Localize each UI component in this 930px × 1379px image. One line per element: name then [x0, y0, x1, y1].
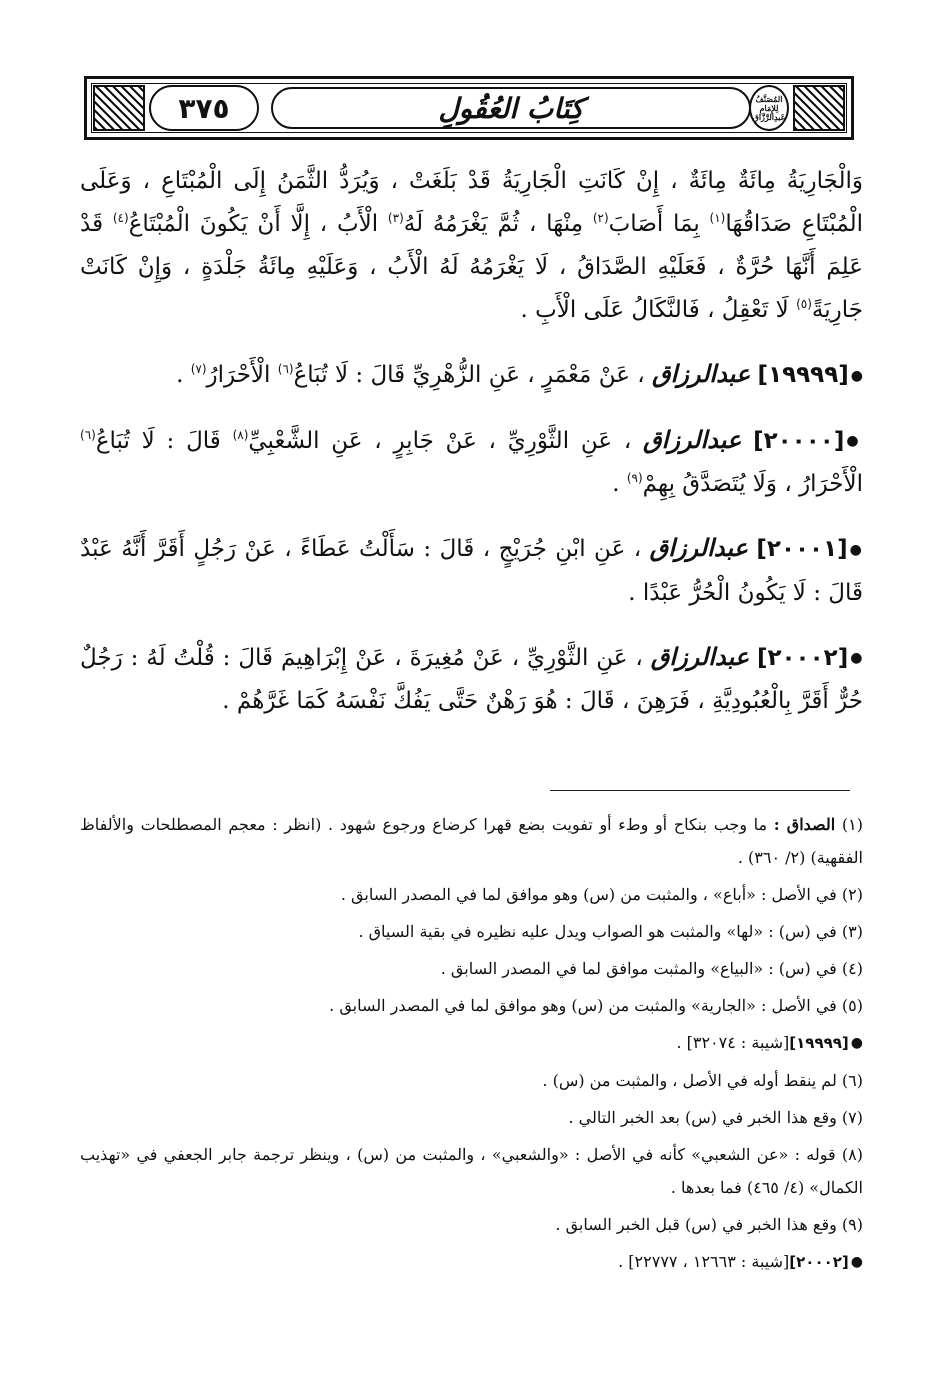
- title-cartouche: [271, 87, 751, 129]
- footnote-7: (٧) وقع هذا الخبر في (س) بعد الخبر التالي .: [568, 1108, 863, 1127]
- hadith-number: [٢٠٠٠١]: [756, 536, 848, 562]
- source-text: [شيبة : ١٢٦٦٣ ، ٢٢٧٧٧] .: [618, 1252, 790, 1271]
- narrator-name: عبدالرزاق: [643, 424, 742, 454]
- text-run: الْأَبُ ، إِلَّا أَنْ يَكُونَ الْمُبْتَاعُ: [128, 211, 388, 237]
- narrator-name: عبدالرزاق: [651, 359, 751, 388]
- text-run: لَا تَعْقِلُ ، فَالنَّكَالُ عَلَى الْأَبِ .: [520, 297, 797, 323]
- footnote-4: (٤) في (س) : «البياع» والمثبت موافق لما في المصدر السابق .: [440, 959, 863, 978]
- text-run: مِنْهَا ، ثُمَّ يَغْرَمُهُ لَهُ: [403, 211, 593, 237]
- hadith-number: [٢٠٠٠٢]: [789, 1253, 849, 1271]
- text-run: وَالْجَارِيَةُ مِائَةٌ مِائَةٌ ، إِنْ كَانَتِ الْجَارِيَةُ قَدْ بَلَغَتْ ، وَيُرَدُّ الثَّمَنُ إِلَى الْمُبْتَاعِ ، وَعَلَى الْمُبْتَاعِ صَدَاقُهَا: [80, 168, 864, 237]
- footnote-5: (٥) في الأصل : «الجارية» والمثبت من (س) وهو موافق لما في المصدر السابق .: [329, 996, 863, 1015]
- footnote-ref: (٥): [796, 297, 812, 311]
- footnote-1: [80, 808, 863, 874]
- hadith-20002: [80, 635, 863, 724]
- footnote-ref: (٧): [190, 362, 207, 376]
- hadith-20001: [80, 526, 863, 615]
- footnote-9: (٩) وقع هذا الخبر في (س) قبل الخبر السابق .: [555, 1215, 863, 1234]
- hadith-20000: [80, 418, 863, 507]
- source-ref-19999: [80, 1026, 863, 1060]
- text-run: قَالَ : لَا تُبَاعُ: [95, 427, 233, 454]
- book-title: كِتَابُ العُقُولِ: [438, 91, 584, 125]
- hadith-number: [١٩٩٩٩]: [789, 1034, 849, 1052]
- source-text: [شيبة : ٣٢٠٧٤] .: [676, 1033, 790, 1052]
- footnote-8: (٨) قوله : «عن الشعبي» كأنه في الأصل : «والشعبي» ، والمثبت من (س) ، وينظر ترجمة جابر الجعفي في «تهذيب الكمال» (٤/ ٤٦٥) فما بعدها .: [80, 1145, 863, 1197]
- footnote-ref: (٢): [592, 211, 609, 225]
- footnote-ref: (١): [709, 211, 726, 225]
- bullet: ●: [850, 1254, 863, 1270]
- text-run: قَدْ عَلِمَ أَنَّهَا حُرَّةٌ ، فَعَلَيْهِ الصَّدَاقُ ، لَا يَغْرَمُهُ لَهُ الْأَبُ ، وَعَلَيْهِ مِائَةُ جَلْدَةٍ ، وَإِنْ كَانَتْ جَارِيَةً: [80, 211, 863, 323]
- text-run: الْأَحْرَارُ ، وَلَا يُتَصَدَّقُ بِهِمْ: [642, 471, 863, 497]
- footnote-number: (١): [841, 815, 863, 834]
- footnote-separator: [550, 790, 850, 791]
- seal-text: المُصَنَّفُ لِلإِمَامِ عَبدِالرَّزَّاقِ: [752, 93, 786, 122]
- header-ornament-right: [793, 85, 845, 131]
- footnote-ref: (٩): [626, 471, 643, 485]
- paragraph-continuation: [80, 160, 863, 332]
- text-run: ، عَنِ ابْنِ جُرَيْجٍ ، قَالَ : سَأَلْتُ عَطَاءً ، عَنْ رَجُلٍ أَقَرَّ أَنَّهُ عَبْدٌ قَالَ : لَا يَكُونُ الْحُرُّ عَبْدًا .: [80, 536, 863, 606]
- text-run: ، عَنِ الثَّوْرِيِّ ، عَنْ مُغِيرَةَ ، عَنْ إِبْرَاهِيمَ قَالَ : قُلْتُ لَهُ : رَجُلٌ حُرٌّ أَقَرَّ بِالْعُبُودِيَّةِ ، فَرَهِنَ ، قَالَ : هُوَ رَهْنٌ حَتَّى يَفُكَّ نَفْسَهُ كَمَا غَرَّهُمْ .: [80, 644, 863, 714]
- footnote-ref: (٣): [387, 211, 404, 225]
- footnote-term: الصداق :: [773, 815, 836, 834]
- bullet: ●: [850, 650, 864, 666]
- bullet: ●: [849, 541, 864, 558]
- text-run: ، عَنْ مَعْمَرٍ ، عَنِ الزُّهْرِيِّ قَالَ : لَا تُبَاعُ: [293, 362, 652, 388]
- text-run: الْأَحْرَارُ: [206, 362, 278, 388]
- footnote-text: ما وجب بنكاح أو وطء أو تفويت بضع قهرا كرضاع ورجوع شهود . (انظر : معجم المصطلحات والألفاظ الفقهية) (٢/ ٣٦٠) .: [80, 815, 863, 867]
- text-run: .: [612, 471, 627, 497]
- page-number-cartouche: [149, 85, 259, 131]
- text-run: .: [176, 362, 191, 388]
- source-ref-20002: [80, 1245, 863, 1279]
- footnote-3: (٣) في (س) : «لها» والمثبت هو الصواب ويدل عليه نظيره في بقية السياق .: [358, 922, 863, 941]
- hadith-number: [٢٠٠٠٠]: [753, 427, 845, 454]
- footnote-6: (٦) لم ينقط أوله في الأصل ، والمثبت من (س) .: [542, 1071, 863, 1090]
- running-header: [84, 76, 854, 140]
- hadith-19999: [80, 352, 863, 398]
- main-text: [80, 160, 863, 743]
- hadith-number: [٢٠٠٠٢]: [756, 644, 849, 671]
- footnote-ref: (٦): [80, 427, 96, 442]
- footnotes: [80, 808, 863, 1283]
- footnote-ref: (٤): [112, 211, 129, 225]
- text-run: ، عَنِ الثَّوْرِيِّ ، عَنْ جَابِرٍ ، عَنِ الشَّعْبِيِّ: [248, 427, 644, 454]
- text-run: بِمَا أَصَابَ: [608, 211, 710, 237]
- book-seal: [749, 85, 789, 131]
- bullet: ●: [850, 367, 863, 384]
- narrator-name: عبدالرزاق: [650, 641, 750, 671]
- bullet: ●: [846, 433, 864, 449]
- page-number: ٣٧٥: [178, 91, 230, 125]
- hadith-number: [١٩٩٩٩]: [757, 362, 849, 388]
- header-ornament-left: [93, 85, 145, 131]
- bullet: ●: [850, 1035, 863, 1051]
- footnote-ref: (٨): [232, 427, 249, 442]
- footnote-ref: (٦): [277, 362, 294, 376]
- narrator-name: عبدالرزاق: [649, 533, 748, 562]
- footnote-2: (٢) في الأصل : «أباع» ، والمثبت من (س) وهو موافق لما في المصدر السابق .: [340, 885, 863, 904]
